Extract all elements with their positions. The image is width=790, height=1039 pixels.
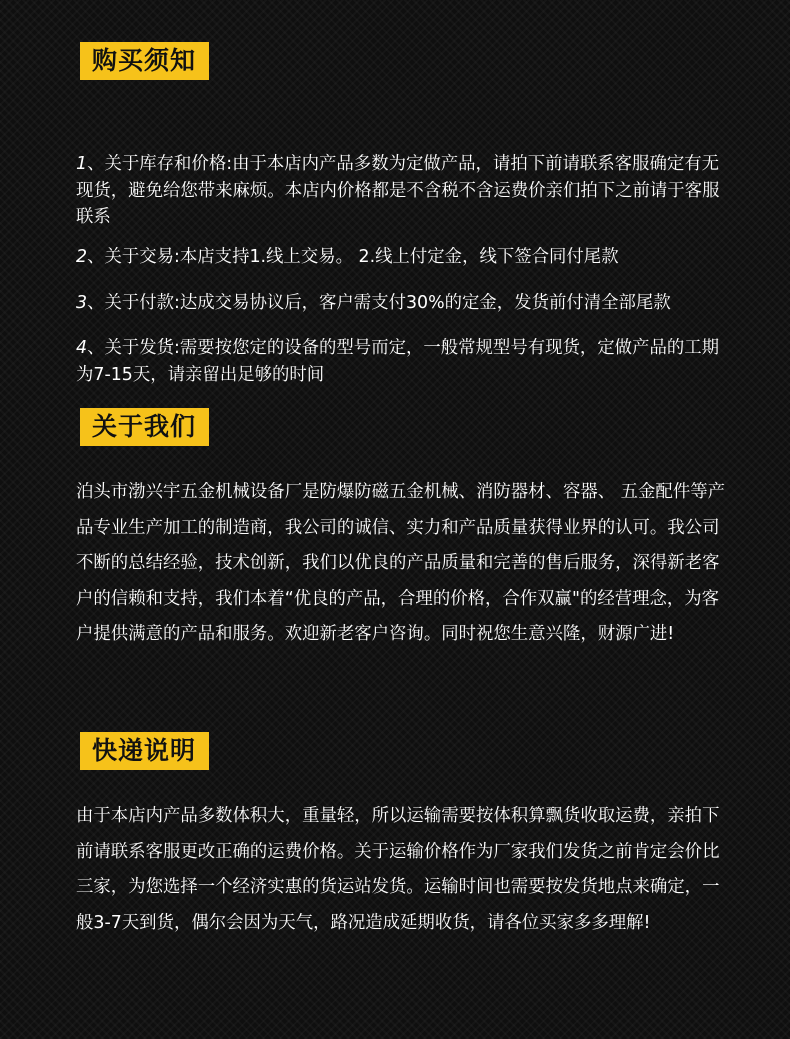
- shipping-body: 由于本店内产品多数体积大，重量轻，所以运输需要按体积算飘货收取运费，亲拍下前请联系客服更改正确的运费价格。关于运输价格作为厂家我们发货之前肯定会价比三家，为您选择一个经济实惠的货运站发货。运输时间也需要按发货地点来确定，一般3-7天到货，偶尔会因为天气，路况造成延期收货，请各位买家多多理解!: [76, 806, 720, 933]
- about-body: 泊头市渤兴宇五金机械设备厂是防爆防磁五金机械、消防器材、容器、 五金配件等产品专业生产加工的制造商，我公司的诚信、实力和产品质量获得业界的认可。我公司不断的总结经验，技术创新，我们以优良的产品质量和完善的售后服务，深得新老客户的信赖和支持，我们本着“优良的产品，合理的价格，合作双赢"的经营理念，为客户提供满意的产品和服务。欢迎新老客户咨询。同时祝您生意兴隆，财源广进!: [76, 482, 725, 644]
- shipping-section: [76, 732, 726, 941]
- notice-item-1: [76, 151, 726, 231]
- about-heading: 关于我们: [80, 408, 209, 446]
- notice-item-number: 2: [76, 247, 88, 267]
- notice-section: [76, 42, 726, 385]
- notice-item-4: [76, 335, 726, 388]
- notice-heading: 购买须知: [80, 42, 209, 80]
- notice-item-2: [76, 244, 726, 271]
- notice-item-text: 、关于发货:需要按您定的设备的型号而定，一般常规型号有现货，定做产品的工期为7-15天，请亲留出足够的时间: [76, 338, 720, 385]
- shipping-heading: 快递说明: [80, 732, 209, 770]
- notice-item-3: [76, 290, 726, 317]
- notice-item-number: 1: [76, 154, 88, 174]
- notice-item-text: 、关于库存和价格:由于本店内产品多数为定做产品，请拍下前请联系客服确定有无现货，避免给您带来麻烦。本店内价格都是不含税不含运费价亲们拍下之前请于客服联系: [76, 154, 720, 227]
- notice-item-text: 、关于付款:达成交易协议后，客户需支付30%的定金，发货前付清全部尾款: [87, 293, 671, 313]
- notice-item-text: 、关于交易:本店支持1.线上交易。 2.线上付定金，线下签合同付尾款: [87, 247, 619, 267]
- notice-item-number: 3: [76, 293, 88, 313]
- about-section: [76, 408, 726, 653]
- notice-item-number: 4: [76, 338, 88, 358]
